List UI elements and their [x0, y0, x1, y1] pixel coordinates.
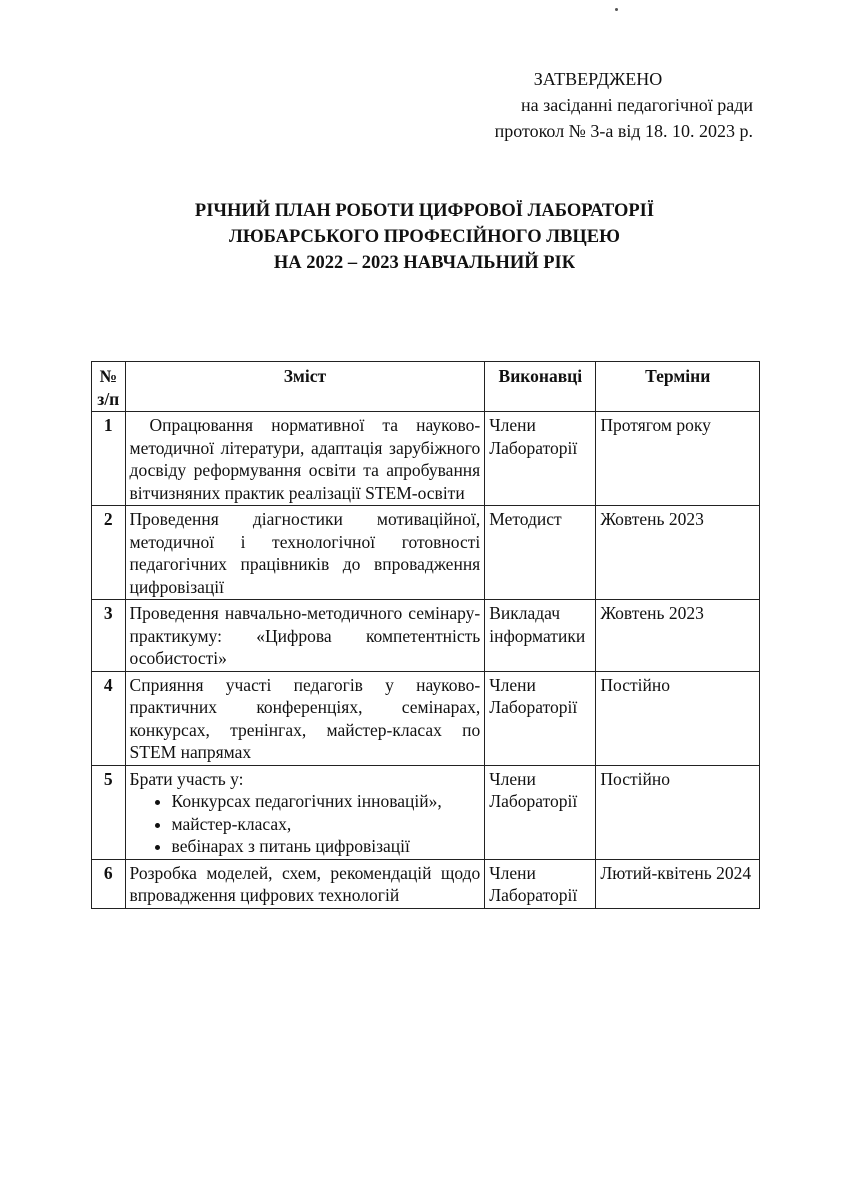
row-terms: Протягом року [596, 412, 760, 506]
table-header-row [92, 362, 760, 412]
list-item: • майстер-класах, [172, 813, 481, 836]
row-terms: Постійно [596, 671, 760, 765]
row-number: 6 [92, 859, 126, 908]
header-number-symbol: № [99, 366, 118, 386]
header-number-abbrev: з/п [97, 388, 120, 409]
header-executors: Виконавці [485, 362, 596, 412]
document-title-line-3: НА 2022 – 2023 НАВЧАЛЬНИЙ РІК [273, 253, 576, 273]
row-content: Опрацювання нормативної та науково-методичної літератури, адаптація зарубіжного досвіду реформування освіти та апробування вітчизняних практик реалізації STEM-освіти [125, 412, 485, 506]
table-row [92, 859, 760, 908]
row-content-intro: Брати участь у: [129, 768, 244, 789]
table-row [92, 765, 760, 859]
list-item: • вебінарах з питань цифровізації [172, 835, 481, 858]
document-title-line-1: РІЧНИЙ ПЛАН РОБОТИ ЦИФРОВОЇ ЛАБОРАТОРІЇ [194, 201, 655, 221]
row-number: 5 [92, 765, 126, 859]
row-content: Проведення навчально-методичного семінару-практикуму: «Цифрова компетентність особистості» [125, 600, 485, 672]
row-content: Сприяння участі педагогів у науково-практичних конференціях, семінарах, конкурсах, тренінгах, майстер-класах по STEM напрямах [125, 671, 485, 765]
row-terms: Жовтень 2023 [596, 600, 760, 672]
row-executors: Члени Лабораторії [485, 765, 596, 859]
approval-council-line: на засіданні педагогічної ради [521, 95, 753, 115]
document-title [0, 198, 849, 276]
approval-protocol-line: протокол № 3-а від 18. 10. 2023 р. [494, 121, 753, 141]
row-executors: Методист [485, 506, 596, 600]
list-item: • Конкурсах педагогічних інновацій», [172, 790, 481, 813]
table-row [92, 671, 760, 765]
row-terms: Постійно [596, 765, 760, 859]
table-row [92, 600, 760, 672]
row-executors: Члени Лабораторії [485, 859, 596, 908]
row-terms: Жовтень 2023 [596, 506, 760, 600]
table-row [92, 506, 760, 600]
row-executors: Члени Лабораторії [485, 671, 596, 765]
row-number: 2 [92, 506, 126, 600]
row-content-with-list [125, 765, 485, 859]
plan-table [91, 361, 760, 909]
row-number: 4 [92, 671, 126, 765]
approval-title: ЗАТВЕРДЖЕНО [533, 69, 663, 89]
document-title-line-2: ЛЮБАРСЬКОГО ПРОФЕСІЙНОГО ЛВЦЕЮ [229, 227, 620, 247]
row-number: 1 [92, 412, 126, 506]
row-terms: Лютий-квітень 2024 [596, 859, 760, 908]
header-number [92, 362, 126, 412]
participation-list [130, 790, 481, 858]
row-number: 3 [92, 600, 126, 672]
row-executors: Члени Лабораторії [485, 412, 596, 506]
row-content: Розробка моделей, схем, рекомендацій щодо впровадження цифрових технологій [125, 859, 485, 908]
approval-stamp-block [353, 66, 753, 144]
row-executors: Викладач інформатики [485, 600, 596, 672]
row-content: Проведення діагностики мотиваційної, методичної і технологічної готовності педагогічних працівників до впровадження цифровізації [125, 506, 485, 600]
scan-speck [615, 8, 618, 11]
header-content: Зміст [125, 362, 485, 412]
table-row [92, 412, 760, 506]
header-terms: Терміни [596, 362, 760, 412]
